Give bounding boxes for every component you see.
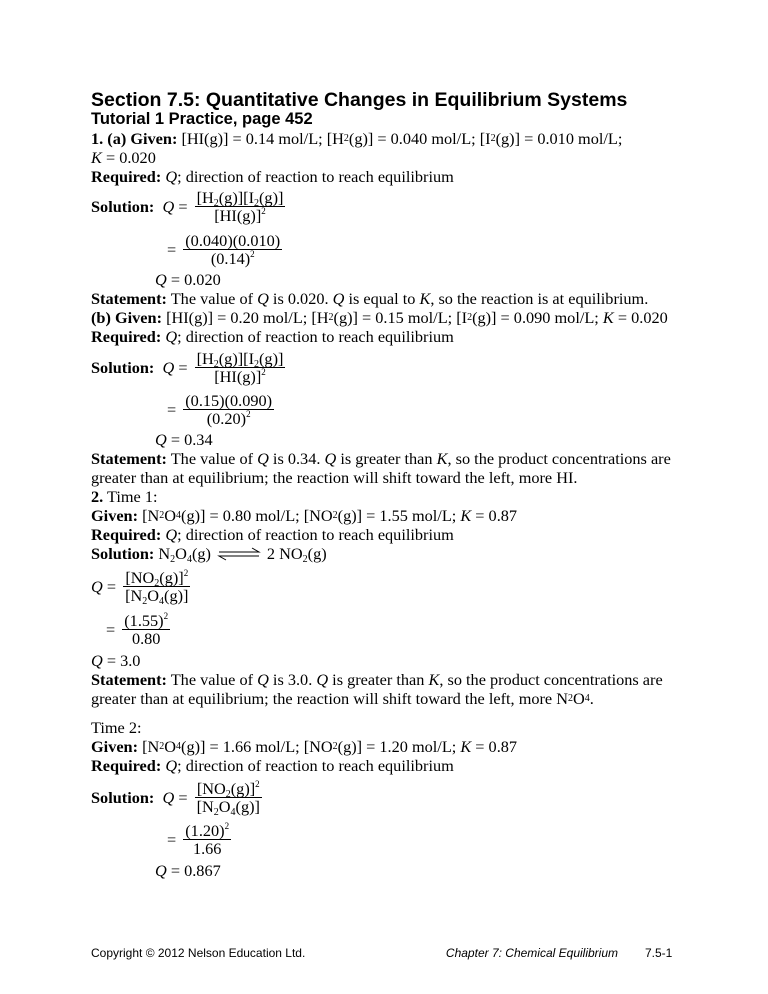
time2-solution-substitution bbox=[167, 821, 231, 857]
italic-variable: K bbox=[428, 670, 440, 689]
superscript: 2 bbox=[255, 778, 260, 789]
denominator bbox=[191, 840, 224, 857]
fraction bbox=[183, 822, 231, 857]
p2-reaction bbox=[91, 544, 327, 563]
superscript: 2 bbox=[261, 205, 266, 216]
reaction-reactants bbox=[91, 544, 211, 563]
numerator bbox=[123, 569, 190, 587]
denominator bbox=[212, 207, 268, 224]
italic-variable: Q bbox=[257, 289, 269, 308]
text: ; direction of reaction to reach equilibrium bbox=[177, 756, 454, 775]
text: (0.20) bbox=[206, 408, 247, 428]
subscript: 2 bbox=[142, 595, 148, 607]
text: = bbox=[167, 829, 181, 849]
text: = bbox=[106, 619, 120, 639]
superscript: 2 bbox=[183, 567, 189, 578]
text: . bbox=[589, 689, 594, 708]
p2-solution-substitution bbox=[106, 611, 170, 647]
time2-solution-formula bbox=[91, 778, 262, 818]
text: [N bbox=[138, 506, 160, 525]
p1b-result bbox=[155, 430, 213, 449]
text: [HI(g)] bbox=[214, 205, 262, 225]
superscript: 2 bbox=[163, 610, 169, 621]
numerator bbox=[183, 822, 231, 840]
text: = 0.020 bbox=[613, 308, 668, 327]
text: (g)] bbox=[259, 187, 284, 207]
p1a-k bbox=[91, 148, 156, 167]
text: (g)] = 0.15 mol/L; [I bbox=[333, 308, 468, 327]
bold-text: Solution: bbox=[91, 544, 155, 563]
p1b-statement-2 bbox=[91, 468, 577, 487]
p2-solution-formula bbox=[91, 567, 190, 607]
text: ; direction of reaction to reach equilibrium bbox=[177, 167, 454, 186]
text: = 0.34 bbox=[166, 430, 213, 449]
subscript: 2 bbox=[254, 358, 260, 370]
equilibrium-arrow-icon bbox=[217, 547, 261, 561]
text: [NO bbox=[125, 567, 155, 587]
numerator bbox=[195, 350, 286, 368]
bold-text: Required: bbox=[91, 756, 162, 775]
text: [H bbox=[196, 348, 214, 368]
numerator bbox=[122, 612, 170, 630]
superscript: 2 bbox=[250, 248, 255, 259]
text: = 0.020 bbox=[101, 148, 156, 167]
denominator bbox=[209, 250, 257, 267]
subscript: 2 bbox=[302, 554, 308, 565]
text: = bbox=[174, 357, 192, 377]
numerator bbox=[183, 392, 274, 410]
p1a-required bbox=[91, 167, 454, 186]
denominator bbox=[195, 796, 262, 818]
subscript: 2 bbox=[254, 197, 260, 209]
italic-variable: Q bbox=[91, 576, 103, 596]
p2-statement-2: greater than at equilibrium; the reaction will shift toward the left, more N 2 O 4 . bbox=[91, 689, 594, 708]
text: (g)] = 1.20 mol/L; bbox=[337, 737, 461, 756]
subscript: 4 bbox=[230, 806, 236, 818]
text: ; direction of reaction to reach equilibrium bbox=[177, 327, 454, 346]
time2-given: Given: [N 2 O 4 (g)] = 1.66 mol/L; [NO 2 (g)] = 1.20 mol/L; K = 0.87 bbox=[91, 737, 518, 756]
italic-variable: Q bbox=[316, 670, 329, 689]
text: [HI(g)] = 0.20 mol/L; [H bbox=[162, 308, 329, 327]
bold-text: 1. (a) Given: bbox=[91, 129, 178, 148]
fraction bbox=[123, 567, 190, 607]
superscript: 2 bbox=[246, 408, 251, 419]
text: [N bbox=[125, 585, 143, 605]
italic-variable: Q bbox=[165, 525, 178, 544]
italic-variable: Q bbox=[165, 167, 178, 186]
bold-text: (b) Given: bbox=[91, 308, 162, 327]
italic-variable: Q bbox=[162, 787, 175, 807]
italic-variable: K bbox=[91, 148, 102, 167]
text: = bbox=[174, 196, 192, 216]
footer-chapter: Chapter 7: Chemical Equilibrium bbox=[445, 946, 618, 960]
numerator bbox=[183, 232, 282, 250]
p2-statement-1 bbox=[91, 670, 663, 689]
bold-text: Solution: bbox=[91, 787, 155, 807]
fraction bbox=[195, 189, 286, 224]
text: is greater than bbox=[328, 670, 429, 689]
italic-variable: K bbox=[460, 506, 472, 525]
subscript: 2 bbox=[213, 358, 219, 370]
p1a-result bbox=[155, 270, 221, 289]
text: [N bbox=[196, 796, 214, 816]
bold-text: Required: bbox=[91, 327, 162, 346]
text: The value of bbox=[166, 449, 258, 468]
text: (g)][I bbox=[218, 348, 255, 368]
text: (g)][I bbox=[218, 187, 255, 207]
fraction bbox=[122, 612, 170, 647]
subscript: 4 bbox=[186, 554, 192, 565]
text: Time 2: bbox=[91, 718, 142, 737]
text: (g)] = 0.040 mol/L; [I bbox=[348, 129, 491, 148]
italic-variable: Q bbox=[257, 449, 269, 468]
italic-variable: Q bbox=[91, 651, 103, 670]
text: O bbox=[147, 585, 160, 605]
bold-text: Given: bbox=[91, 506, 139, 525]
fraction bbox=[195, 778, 262, 818]
italic-variable: K bbox=[460, 737, 472, 756]
text: Time 1: bbox=[103, 487, 158, 506]
text: 1.66 bbox=[192, 838, 222, 858]
subscript: 2 bbox=[170, 554, 176, 565]
bold-text: Given: bbox=[91, 737, 139, 756]
text: (g)] bbox=[164, 585, 189, 605]
text: (g)] bbox=[230, 778, 256, 798]
text bbox=[154, 197, 162, 216]
text: ; direction of reaction to reach equilibrium bbox=[177, 525, 454, 544]
denominator bbox=[205, 410, 253, 427]
text: O bbox=[175, 544, 187, 563]
text: (g)] = 1.55 mol/L; bbox=[337, 506, 461, 525]
text: = bbox=[167, 239, 181, 259]
reaction-products bbox=[267, 544, 327, 563]
text: O bbox=[218, 796, 231, 816]
footer-copyright: Copyright © 2012 Nelson Education Ltd. bbox=[91, 946, 306, 960]
fraction bbox=[195, 350, 286, 385]
fraction bbox=[183, 392, 274, 427]
text: (g)] bbox=[235, 796, 260, 816]
bold-text: Solution: bbox=[91, 357, 155, 377]
text: , so the product concentrations are bbox=[447, 449, 671, 468]
subscript: 2 bbox=[154, 577, 160, 589]
italic-variable: Q bbox=[162, 357, 175, 377]
text: (0.15)(0.090) bbox=[185, 390, 273, 410]
text: (g) bbox=[191, 544, 211, 563]
bold-text: 2. bbox=[91, 487, 104, 506]
italic-variable: K bbox=[602, 308, 614, 327]
text: is 0.020. bbox=[268, 289, 333, 308]
bold-text: Statement: bbox=[91, 449, 167, 468]
italic-variable: Q bbox=[332, 289, 345, 308]
italic-variable: Q bbox=[257, 670, 269, 689]
italic-variable: Q bbox=[165, 327, 178, 346]
text: = bbox=[174, 787, 192, 807]
text: [H bbox=[196, 187, 214, 207]
fraction bbox=[183, 232, 282, 267]
italic-variable: Q bbox=[155, 861, 167, 880]
bold-text: Statement: bbox=[91, 670, 167, 689]
bold-text: Solution: bbox=[91, 196, 155, 216]
text: = 0.867 bbox=[166, 861, 221, 880]
text: = bbox=[167, 399, 181, 419]
text: [NO bbox=[196, 778, 226, 798]
p1b-statement-1 bbox=[91, 449, 671, 468]
text: [N bbox=[138, 737, 160, 756]
denominator bbox=[130, 630, 163, 647]
text: = 0.87 bbox=[471, 737, 518, 756]
superscript: 2 bbox=[224, 820, 230, 831]
text: = 0.87 bbox=[471, 506, 518, 525]
time2-required bbox=[91, 756, 454, 775]
text: O bbox=[164, 506, 177, 525]
text: greater than at equilibrium; the reaction will shift toward the left, more N bbox=[91, 689, 568, 708]
text: greater than at equilibrium; the reaction will shift toward the left, more HI. bbox=[91, 468, 578, 487]
p2-result bbox=[91, 651, 140, 670]
text: O bbox=[572, 689, 585, 708]
text: (0.040)(0.010) bbox=[185, 230, 281, 250]
text: is 0.34. bbox=[268, 449, 325, 468]
text: is greater than bbox=[336, 449, 437, 468]
text: (1.20) bbox=[185, 820, 225, 840]
italic-variable: Q bbox=[155, 430, 167, 449]
footer-page-number: 7.5-1 bbox=[645, 946, 673, 960]
time2-heading bbox=[91, 718, 142, 737]
denominator bbox=[212, 368, 268, 385]
text: The value of bbox=[166, 670, 258, 689]
text: (1.55) bbox=[124, 610, 164, 630]
tutorial-heading: Tutorial 1 Practice, page 452 bbox=[91, 110, 313, 128]
text bbox=[154, 358, 162, 377]
text: = bbox=[102, 576, 121, 596]
p1a-given: 1. (a) Given: [HI(g)] = 0.14 mol/L; [H 2 (g)] = 0.040 mol/L; [I 2 (g)] = 0.010 mol/L; bbox=[91, 129, 623, 148]
text: = 3.0 bbox=[102, 651, 141, 670]
text: (g)] = 0.010 mol/L; bbox=[495, 129, 623, 148]
text: = 0.020 bbox=[166, 270, 221, 289]
numerator bbox=[195, 189, 286, 207]
italic-variable: K bbox=[436, 449, 448, 468]
subscript: 4 bbox=[159, 595, 165, 607]
p1a-statement bbox=[91, 289, 648, 308]
italic-variable: Q bbox=[162, 196, 175, 216]
text: N bbox=[154, 544, 171, 563]
p1a-solution-substitution bbox=[167, 231, 282, 267]
p2-required bbox=[91, 525, 454, 544]
text: (g)] = 0.80 mol/L; [NO bbox=[181, 506, 333, 525]
italic-variable: Q bbox=[324, 449, 337, 468]
text: 0.80 bbox=[131, 628, 161, 648]
bold-text: Required: bbox=[91, 525, 162, 544]
italic-variable: Q bbox=[155, 270, 167, 289]
subscript: 2 bbox=[225, 788, 231, 800]
text: [HI(g)] bbox=[214, 366, 262, 386]
p1b-given: (b) Given: [HI(g)] = 0.20 mol/L; [H 2 (g)] = 0.15 mol/L; [I 2 (g)] = 0.090 mol/L; K = 0.020 bbox=[91, 308, 668, 327]
p1a-solution-formula bbox=[91, 188, 285, 224]
bold-text: Statement: bbox=[91, 289, 167, 308]
subscript: 2 bbox=[213, 806, 219, 818]
p1b-solution-substitution bbox=[167, 391, 274, 427]
p1b-required bbox=[91, 327, 454, 346]
text: (0.14) bbox=[210, 248, 251, 268]
subscript: 2 bbox=[213, 197, 219, 209]
text: 2 NO bbox=[266, 544, 303, 563]
text: The value of bbox=[166, 289, 258, 308]
text: is 3.0. bbox=[268, 670, 317, 689]
text: (g) bbox=[307, 544, 327, 563]
text: , so the reaction is at equilibrium. bbox=[430, 289, 649, 308]
text: (g)] = 0.090 mol/L; bbox=[472, 308, 603, 327]
italic-variable: Q bbox=[165, 756, 178, 775]
text: (g)] bbox=[159, 567, 184, 587]
superscript: 2 bbox=[261, 366, 266, 377]
time2-result bbox=[155, 861, 221, 880]
text: , so the product concentrations are bbox=[439, 670, 663, 689]
denominator bbox=[123, 585, 190, 607]
text: is equal to bbox=[344, 289, 420, 308]
text: (g)] bbox=[259, 348, 284, 368]
italic-variable: K bbox=[419, 289, 431, 308]
numerator bbox=[195, 780, 262, 798]
p1b-solution-formula bbox=[91, 349, 285, 385]
text: [HI(g)] = 0.14 mol/L; [H bbox=[177, 129, 344, 148]
p2-given: Given: [N 2 O 4 (g)] = 0.80 mol/L; [NO 2 (g)] = 1.55 mol/L; K = 0.87 bbox=[91, 506, 518, 525]
p2-heading bbox=[91, 487, 158, 506]
text bbox=[154, 788, 162, 807]
bold-text: Required: bbox=[91, 167, 162, 186]
text: O bbox=[164, 737, 177, 756]
text: (g)] = 1.66 mol/L; [NO bbox=[181, 737, 333, 756]
section-title: Section 7.5: Quantitative Changes in Equilibrium Systems bbox=[91, 89, 628, 111]
